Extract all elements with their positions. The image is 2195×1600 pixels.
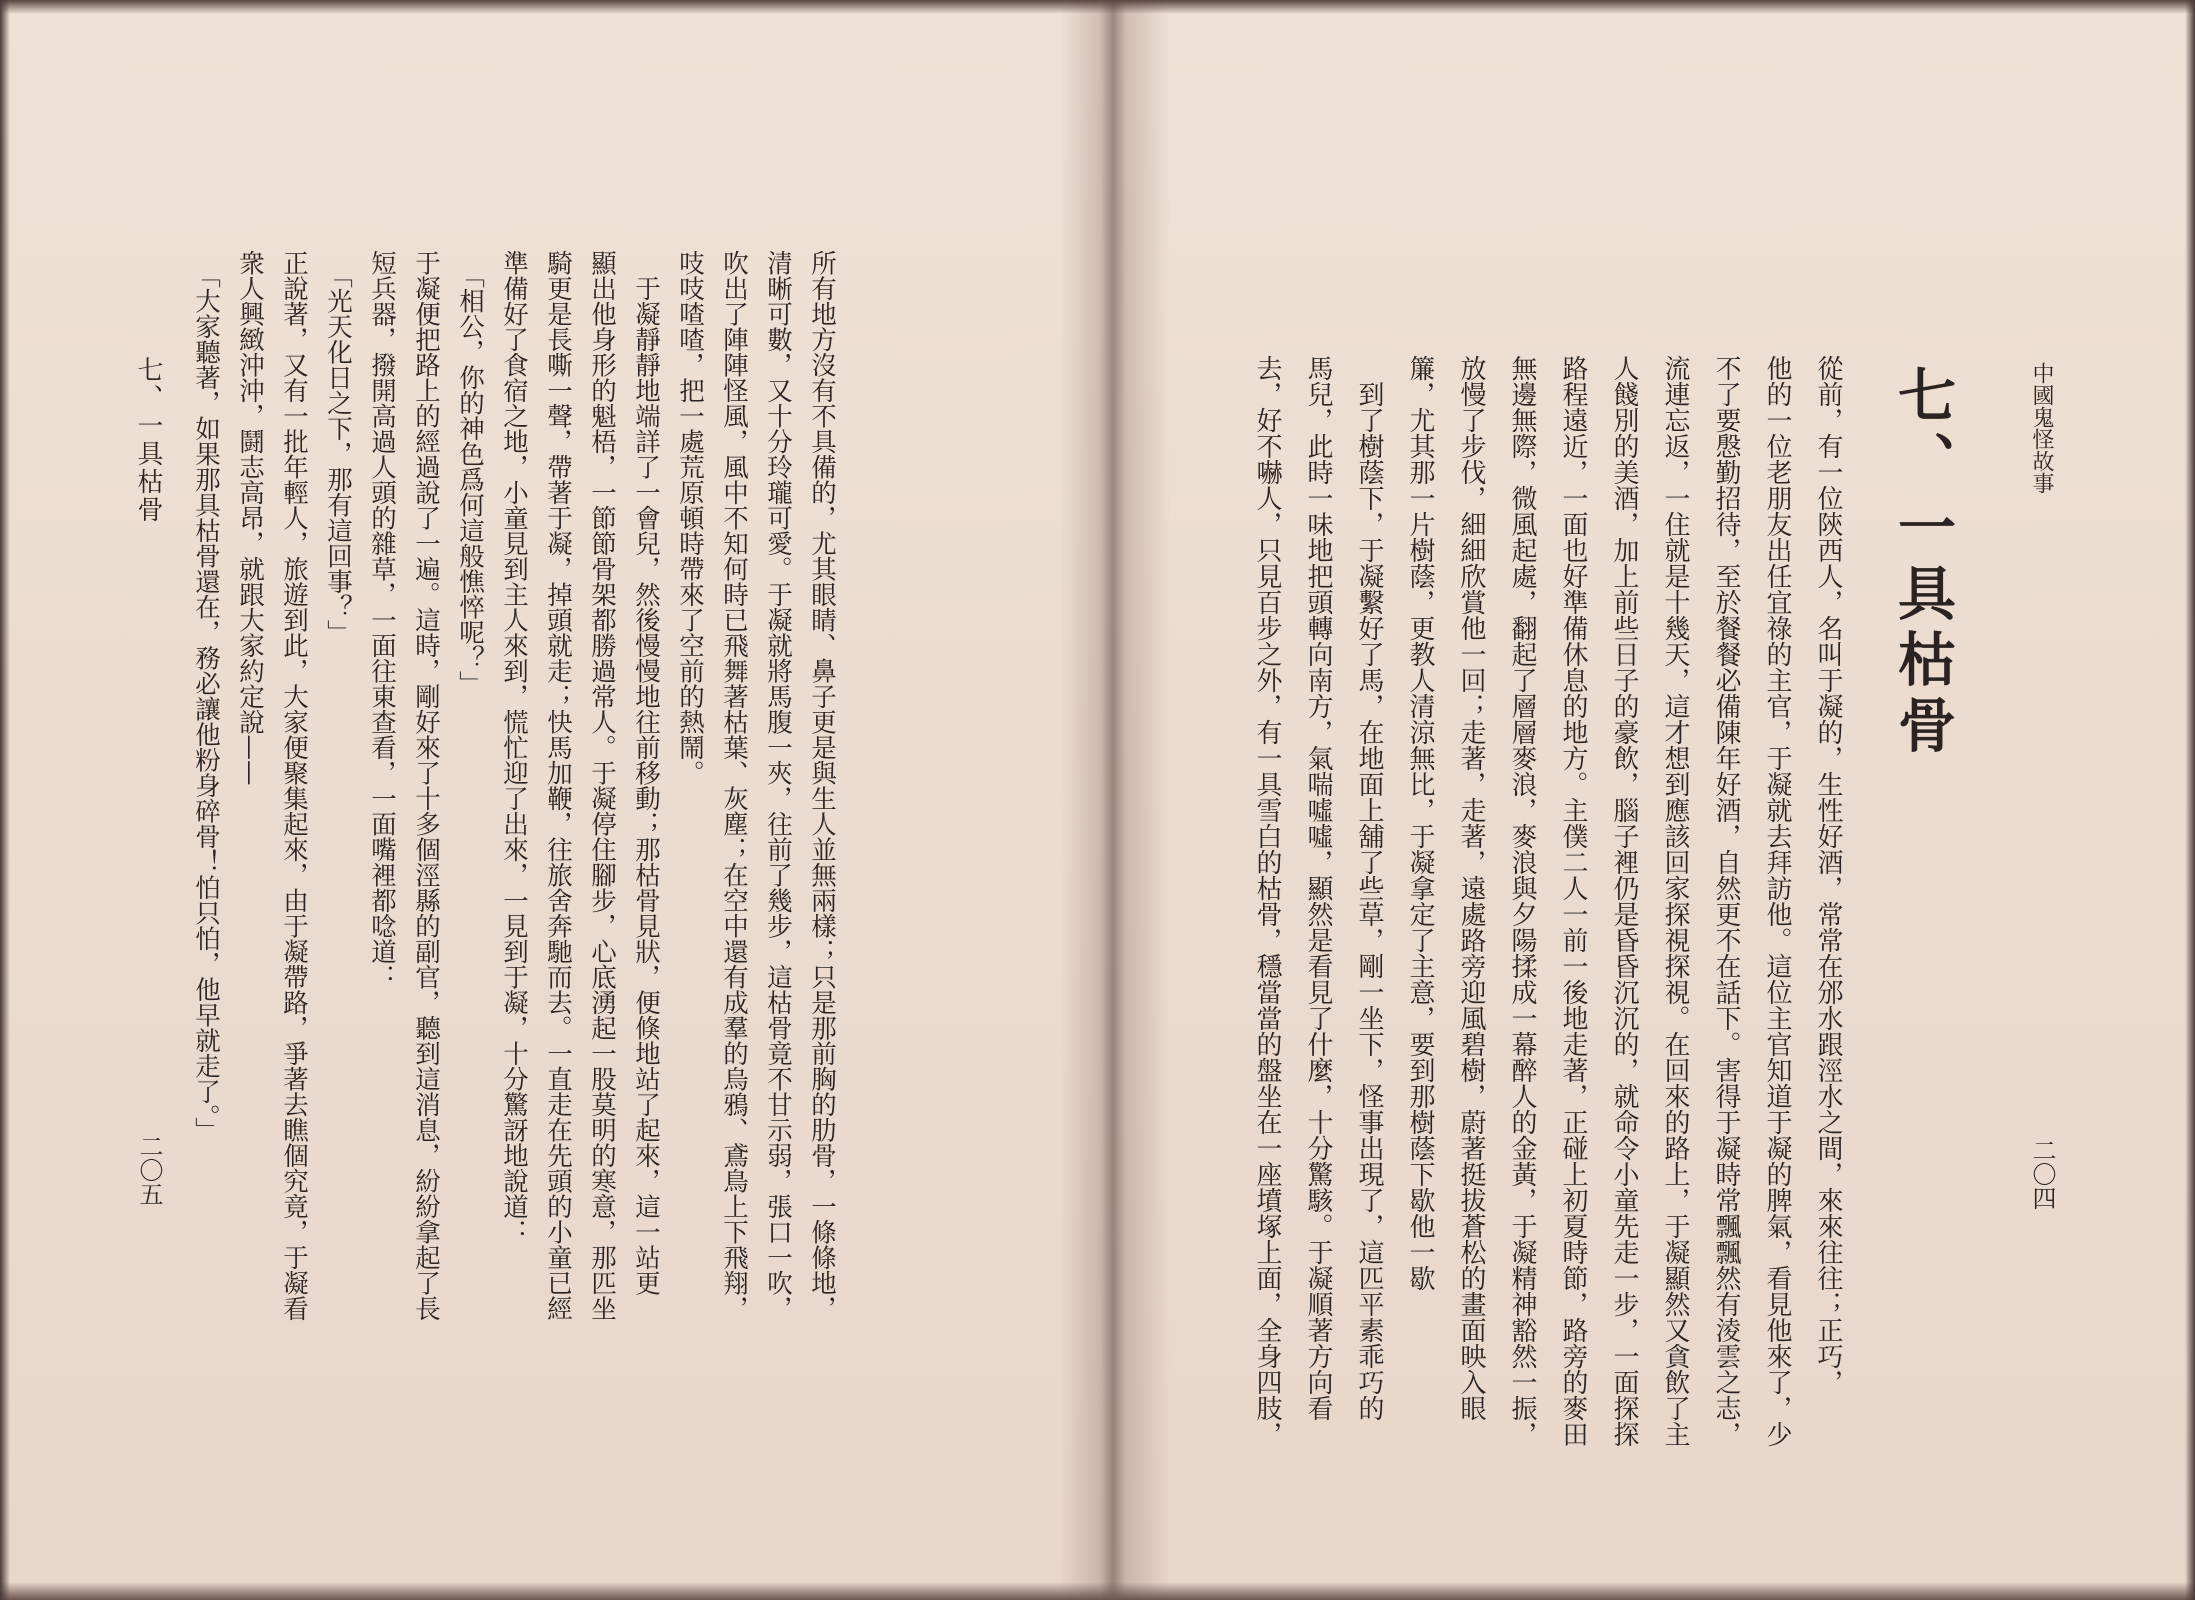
text-line: 準備好了食宿之地，小童見到主人來到，慌忙迎了出來，一見到于凝，十分驚訝地說道： (499, 250, 529, 1245)
text-line: 正說著，又有一批年輕人，旅遊到此，大家便聚集起來，由于凝帶路，爭著去瞧個究竟，于凝看 (279, 250, 309, 1321)
running-head-book-title: 中國鬼怪故事 (2029, 362, 2054, 494)
text-line: 騎更是長嘶一聲，帶著于凝，掉頭就走；快馬加鞭，往旅舍奔馳而去。一直走在先頭的小童已經 (543, 250, 573, 1321)
text-line: 衆人興緻沖沖，鬪志高昂，就跟大家約定說—— (235, 250, 265, 786)
text-line: 到了樹蔭下，于凝繫好了馬，在地面上舖了些草，剛一坐下，怪事出現了，這匹平素乖巧的 (1354, 355, 1384, 1421)
text-line: 「光天化日之下，那有這回事？」 (323, 250, 353, 646)
text-line: 他的一位老朋友出任宜祿的主官，于凝就去拜訪他。這位主官知道于凝的脾氣，看見他來了，少 (1762, 355, 1792, 1447)
text-line: 流連忘返，一住就是十幾天，這才想到應該回家探視探視。在回來的路上，于凝顯然又貪飲了主 (1660, 355, 1690, 1447)
text-line: 于凝靜靜地端詳了一會兒，然後慢慢地往前移動；那枯骨見狀，便倏地站了起來，這一站更 (631, 250, 661, 1296)
text-line: 放慢了步伐，細細欣賞他一回；走著，走著，遠處路旁迎風碧樹，蔚著挺拔蒼松的畫面映入眼 (1456, 355, 1486, 1421)
text-line: 人餞別的美酒，加上前些日子的豪飲，腦子裡仍是昏昏沉沉的，就命令小童先走一步，一面探探 (1609, 355, 1639, 1447)
text-line: 吱吱喳喳，把一處荒原頓時帶來了空前的熱鬧。 (675, 250, 705, 786)
text-line: 短兵器，撥開高過人頭的雜草，一面往東查看，一面嘴裡都唸道： (367, 250, 397, 990)
scan-edge-bottom (0, 1582, 2195, 1600)
text-line: 清晰可數，又十分玲瓏可愛。于凝就將馬腹一夾，往前了幾步，這枯骨竟不甘示弱，張口一吹， (763, 250, 793, 1321)
chapter-title: 七、一具枯骨 (1888, 365, 1956, 761)
text-line: 去，好不嚇人，只見百步之外，有一具雪白的枯骨，穩當當的盤坐在一座墳塚上面，全身四肢， (1252, 355, 1282, 1447)
text-line: 馬兒，此時一味地把頭轉向南方，氣喘噓噓，顯然是看見了什麼，十分驚駭。于凝順著方向看 (1303, 355, 1333, 1421)
scan-edge-right (2185, 0, 2195, 1600)
text-line: 「相公，你的神色爲何這般憔悴呢？」 (455, 250, 485, 697)
running-head-chapter-title: 七、一具枯骨 (133, 356, 163, 524)
text-line: 簾，尤其那一片樹蔭，更教人清涼無比，于凝拿定了主意，要到那樹蔭下歇他一歇 (1405, 355, 1435, 1291)
left-page-body (184, 250, 844, 1321)
text-line: 「大家聽著，如果那具枯骨還在，務必讓他粉身碎骨！怕只怕，他早就走了。」 (191, 250, 221, 1143)
right-page-body (1241, 355, 1853, 1447)
text-line: 不了要慇勤招待，至於餐餐必備陳年好酒，自然更不在話下。害得于凝時常飄飄然有淩雲之志， (1711, 355, 1741, 1447)
scan-edge-left (0, 0, 10, 1600)
text-line: 顯出他身形的魁梧，一節節骨架都勝過常人。于凝停住腳步，心底湧起一股莫明的寒意，那匹坐 (587, 250, 617, 1321)
text-line: 路程遠近，一面也好準備休息的地方。主僕二人一前一後地走著，正碰上初夏時節，路旁的麥田 (1558, 355, 1588, 1447)
scan-edge-top (0, 0, 2195, 14)
text-line: 無邊無際，微風起處，翻起了層層麥浪，麥浪與夕陽揉成一幕醉人的金黃，于凝精神豁然一振， (1507, 355, 1537, 1447)
page-number-right: 二〇四 (2028, 1138, 2056, 1210)
text-line: 吹出了陣陣怪風，風中不知何時已飛舞著枯葉、灰塵；在空中還有成羣的烏鴉、鳶鳥上下飛翔， (719, 250, 749, 1321)
text-line: 所有地方沒有不具備的，尤其眼睛、鼻子更是與生人並無兩樣；只是那前胸的肋骨，一條條地， (807, 250, 837, 1321)
text-line: 從前，有一位陝西人，名叫于凝的，生性好酒，常常在邠水跟涇水之間，來來往往；正巧， (1813, 355, 1843, 1395)
text-line: 于凝便把路上的經過說了一遍。這時，剛好來了十多個涇縣的副官，聽到這消息，紛紛拿起了長 (411, 250, 441, 1321)
page-number-left: 二〇五 (135, 1134, 163, 1206)
